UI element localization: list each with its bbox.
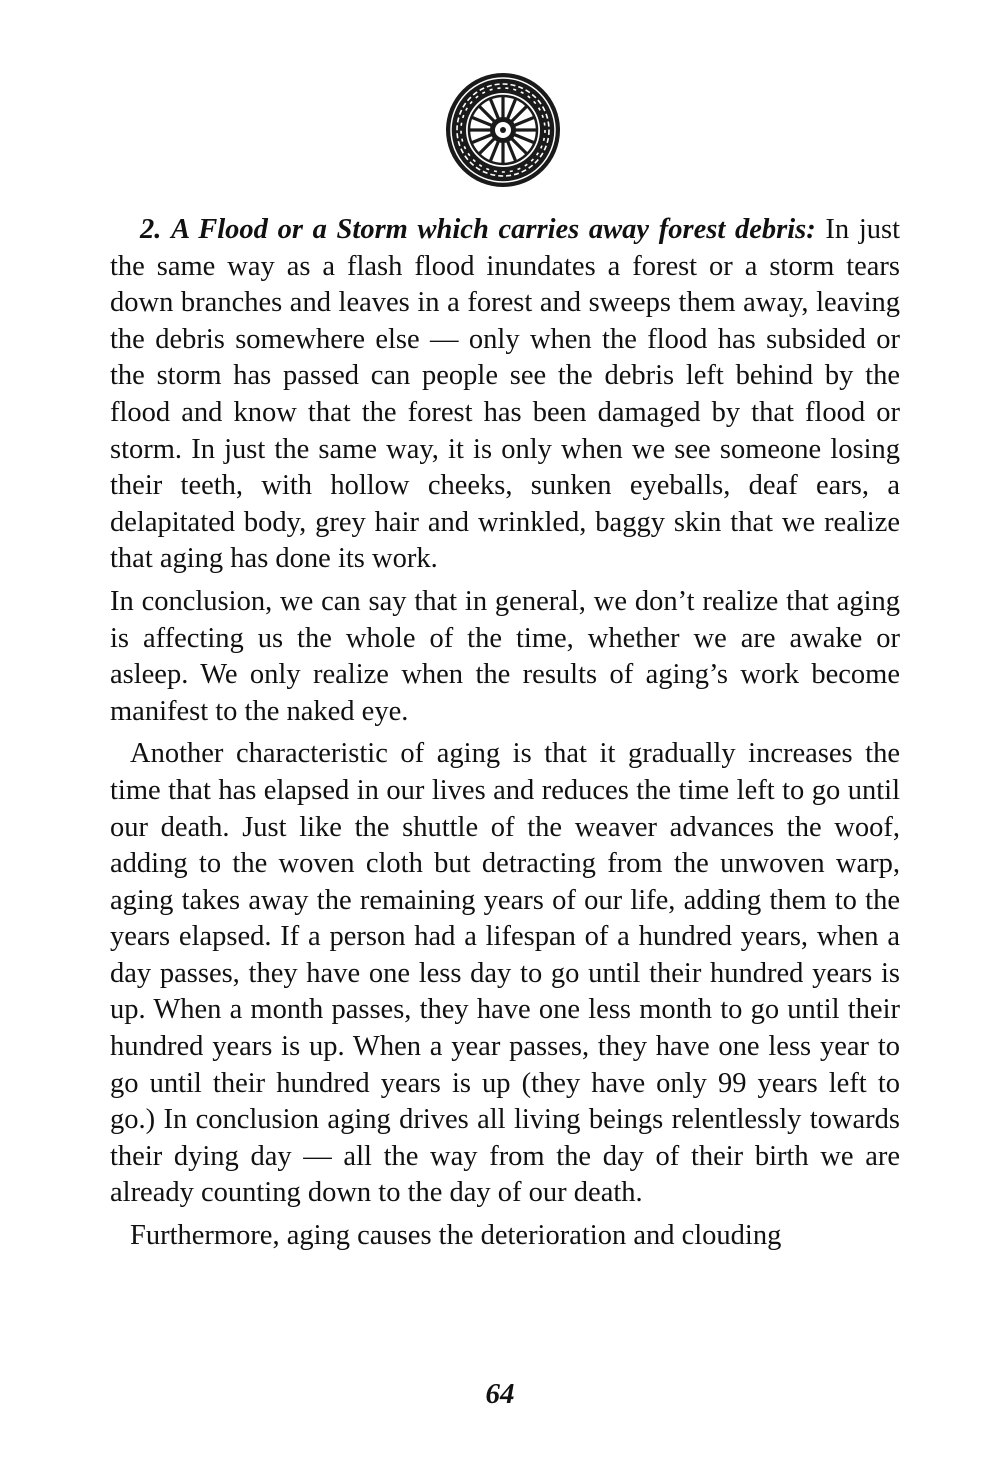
paragraph-conclusion: In conclusion, we can say that in general, we don’t realize that aging is affecting us the whole of the time, whether we are awake or asleep. We only realize when the results of aging’s work become manifest to the naked eye.	[110, 585, 900, 727]
paragraph-body: In just the same way as a flash flood inundates a forest or a storm tears down branches and leaves in a forest and sweeps them away, leaving the debris somewhere else — only when the flood has subsided or the storm has passed can people see the debris left behind by the flood and know that the forest has been damaged by that flood or storm. In just the same way, it is only when we see someone losing their teeth, with hollow cheeks, sunken eyeballs, deaf ears, a delapitated body, grey hair and wrinkled, baggy skin that we realize that aging has done its work.	[110, 214, 901, 575]
paragraph-flood-storm	[110, 212, 900, 578]
page-text	[110, 212, 900, 1255]
page-number: 64	[485, 1378, 515, 1410]
paragraph-furthermore: Furthermore, aging causes the deterioration and clouding	[130, 1220, 782, 1252]
dharma-wheel-icon	[443, 70, 563, 190]
paragraph-characteristic: Another characteristic of aging is that it gradually increases the time that has elapsed in our lives and reduces the time left to go until our death. Just like the shuttle of the weaver advances the woof, adding to the woven cloth but detracting from the unwoven warp, aging takes away the remaining years of our life, adding them to the years elapsed. If a person had a lifespan of a hundred years, when a day passes, they have one less day to go until their hundred years is up. When a month passes, they have one less month to go until their hundred years is up. When a year passes, they have one less year to go until their hundred years is up (they have only 99 years left to go.) In conclusion aging drives all living beings relentlessly towards their dying day — all the way from the day of their birth we are already counting down to the day of our death.	[110, 738, 900, 1209]
paragraph-heading: A Flood or a Storm which carries away forest debris:	[171, 214, 816, 245]
list-number: 2.	[140, 214, 162, 245]
